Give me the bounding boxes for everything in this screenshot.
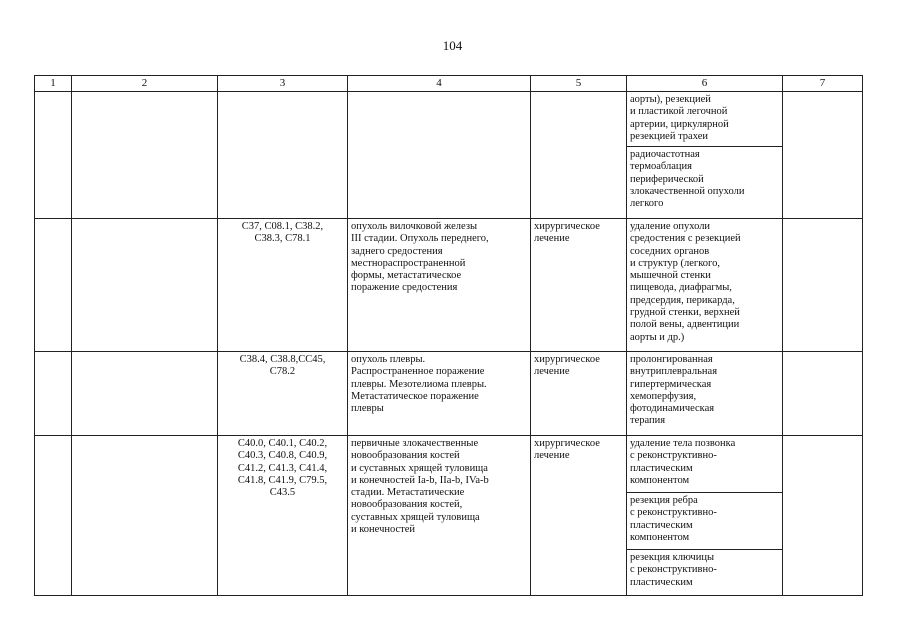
method-item: резекция ребра с реконструктивно- пластическим компонентом <box>627 493 782 550</box>
methods-cell <box>627 352 783 436</box>
column-number: 1 <box>35 76 72 92</box>
table-row <box>35 219 863 352</box>
diagnosis-cell: первичные злокачественные новообразования костей и суставных хрящей туловища и конечностей Ia-b, IIa-b, IVa-b стадии. Метастатические новообразования костей, суставных хрящей туловища и конечностей <box>348 436 531 596</box>
medical-procedures-table <box>34 75 863 596</box>
column-number: 5 <box>531 76 627 92</box>
diagnosis-cell: опухоль вилочковой железы III стадии. Опухоль переднего, заднего средостения местнораспространенной формы, метастатическое поражение средостения <box>348 219 531 352</box>
treatment-type-cell: хирургическое лечение <box>531 352 627 436</box>
method-item: аорты), резекцией и пластикой легочной артерии, циркулярной резекцией трахеи <box>627 92 782 147</box>
treatment-type-cell: хирургическое лечение <box>531 436 627 596</box>
row-number-cell <box>35 92 72 219</box>
diagnosis-codes-cell <box>218 92 348 219</box>
notes-cell <box>783 436 863 596</box>
group-cell <box>72 92 218 219</box>
diagnosis-cell <box>348 92 531 219</box>
diagnosis-codes-cell: C38.4, C38.8,CC45, C78.2 <box>218 352 348 436</box>
row-number-cell <box>35 352 72 436</box>
column-number: 6 <box>627 76 783 92</box>
table-row <box>35 92 863 219</box>
methods-cell <box>627 219 783 352</box>
row-number-cell <box>35 219 72 352</box>
notes-cell <box>783 219 863 352</box>
methods-cell <box>627 92 783 219</box>
group-cell <box>72 352 218 436</box>
row-number-cell <box>35 436 72 596</box>
diagnosis-codes-cell: C37, C08.1, C38.2, C38.3, C78.1 <box>218 219 348 352</box>
treatment-type-cell: хирургическое лечение <box>531 219 627 352</box>
method-item: радиочастотная термоаблация периферической злокачественной опухоли легкого <box>630 149 745 210</box>
column-number: 3 <box>218 76 348 92</box>
table-row <box>35 436 863 596</box>
column-number: 2 <box>72 76 218 92</box>
method-item: удаление тела позвонка с реконструктивно- пластическим компонентом <box>627 436 782 493</box>
table-row <box>35 352 863 436</box>
column-number: 4 <box>348 76 531 92</box>
treatment-type-cell <box>531 92 627 219</box>
page-number: 104 <box>442 38 463 53</box>
method-item: пролонгированная внутриплевральная гипертермическая хемоперфузия, фотодинамическая терапия <box>630 354 718 427</box>
group-cell <box>72 436 218 596</box>
notes-cell <box>783 352 863 436</box>
column-number: 7 <box>783 76 863 92</box>
method-item: удаление опухоли средостения с резекцией соседних органов и структур (легкого, мышечной стенки пищевода, диафрагмы, предсердия, перикарда, грудной стенки, верхней полой вены, адвентиции аорты и др.) <box>630 221 741 343</box>
column-number-row <box>35 76 863 92</box>
methods-cell <box>627 436 783 596</box>
group-cell <box>72 219 218 352</box>
diagnosis-cell: опухоль плевры. Распространенное поражение плевры. Мезотелиома плевры. Метастатическое поражение плевры <box>348 352 531 436</box>
notes-cell <box>783 92 863 219</box>
method-item: резекция ключицы с реконструктивно- пластическим <box>630 552 717 588</box>
diagnosis-codes-cell: C40.0, C40.1, C40.2, C40.3, C40.8, C40.9, C41.2, C41.3, C41.4, C41.8, C41.9, C79.5, C43.5 <box>218 436 348 596</box>
